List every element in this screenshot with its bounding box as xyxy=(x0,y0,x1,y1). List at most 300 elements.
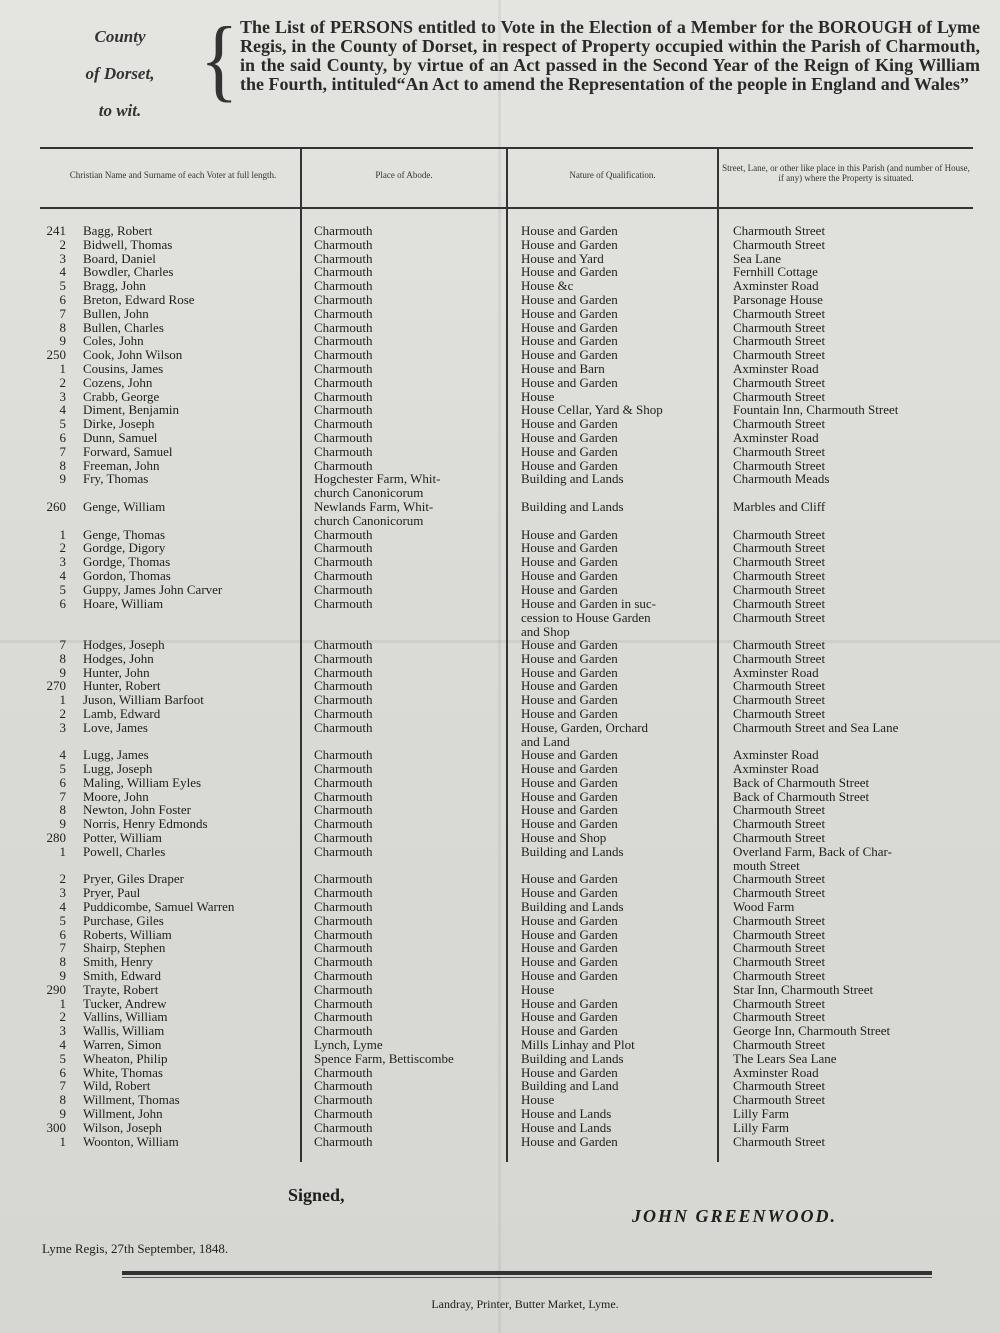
property-location: Back of Charmouth Street xyxy=(733,788,870,804)
voter-name: Dirke, Joseph xyxy=(83,416,155,432)
voter-number: 7 xyxy=(59,636,66,652)
voter-name: Freeman, John xyxy=(83,457,160,473)
table-row xyxy=(0,238,1000,252)
place-of-abode: Charmouth xyxy=(314,374,373,390)
table-row xyxy=(0,803,1000,817)
property-location: Lilly Farm xyxy=(733,1119,789,1135)
voter-name: Pryer, Giles Draper xyxy=(83,871,184,887)
place-of-abode: Charmouth xyxy=(314,402,373,418)
property-location: Charmouth Street Charmouth Street xyxy=(733,595,826,625)
voter-name: Pryer, Paul xyxy=(83,885,141,901)
qualification: Building and Lands xyxy=(521,498,624,514)
voter-name: Maling, William Eyles xyxy=(83,774,202,790)
column-header-abode: Place of Abode. xyxy=(375,170,433,180)
property-location: Axminster Road xyxy=(733,278,819,294)
voter-name: Love, James xyxy=(83,719,148,735)
place-of-abode: Newlands Farm, Whit- church Canonicorum xyxy=(314,498,434,528)
voter-number: 9 xyxy=(59,1106,66,1121)
voter-name: Lugg, Joseph xyxy=(83,761,153,777)
voter-name: Wilson, Joseph xyxy=(83,1119,162,1135)
place-of-abode: Charmouth xyxy=(314,636,373,652)
property-location: Axminster Road xyxy=(733,761,819,777)
qualification: House and Garden xyxy=(521,429,618,445)
property-location: Charmouth Street xyxy=(733,305,826,321)
voter-number: 2 xyxy=(59,871,66,887)
table-row xyxy=(0,1121,1000,1135)
place-of-abode: Charmouth xyxy=(314,1023,373,1039)
place-of-abode: Charmouth xyxy=(314,223,373,238)
qualification: House and Garden xyxy=(521,374,618,390)
place-of-abode: Charmouth xyxy=(314,595,373,611)
voter-number: 2 xyxy=(59,540,66,556)
place-of-abode: Charmouth xyxy=(314,802,373,818)
qualification: House and Barn xyxy=(521,360,605,376)
qualification: House and Garden xyxy=(521,305,618,321)
table-row xyxy=(0,224,1000,238)
table-row xyxy=(0,390,1000,404)
qualification: House and Shop xyxy=(521,830,607,846)
property-location: Charmouth Street xyxy=(733,871,826,887)
voter-number: 1 xyxy=(59,360,66,376)
qualification: House and Garden xyxy=(521,705,618,721)
place-of-abode: Spence Farm, Bettiscombe xyxy=(314,1050,454,1066)
qualification: Building and Lands xyxy=(521,1050,624,1066)
voter-number: 3 xyxy=(59,388,66,404)
property-location: Star Inn, Charmouth Street xyxy=(733,981,874,997)
voter-number: 8 xyxy=(59,457,66,473)
qualification: House and Garden xyxy=(521,1023,618,1039)
qualification: House and Lands xyxy=(521,1106,612,1121)
place-of-abode: Charmouth xyxy=(314,388,373,404)
voter-name: Newton, John Foster xyxy=(83,802,191,818)
voter-number: 5 xyxy=(59,761,66,777)
place-of-abode: Charmouth xyxy=(314,899,373,915)
county-line: of Dorset, xyxy=(85,64,155,83)
table-row xyxy=(0,293,1000,307)
voter-name: Willment, Thomas xyxy=(83,1092,180,1108)
qualification: House, Garden, Orchard and Land xyxy=(521,719,649,749)
property-location: Charmouth Street xyxy=(733,443,826,459)
property-location: Charmouth Street xyxy=(733,830,826,846)
place-of-abode: Charmouth xyxy=(314,705,373,721)
property-location: Charmouth Street and Sea Lane xyxy=(733,719,899,735)
property-location: Charmouth Street xyxy=(733,816,826,832)
qualification: House and Yard xyxy=(521,250,604,266)
place-of-abode: Charmouth xyxy=(314,526,373,542)
place-of-abode: Hogchester Farm, Whit- church Canonicorum xyxy=(314,471,441,501)
table-row xyxy=(0,597,1000,638)
footer-rule-thin xyxy=(122,1277,932,1278)
property-location: Charmouth Street xyxy=(733,1037,826,1053)
voter-number: 250 xyxy=(46,347,66,363)
voter-number: 6 xyxy=(59,291,66,307)
place-of-abode: Charmouth xyxy=(314,954,373,970)
property-location: Charmouth Street xyxy=(733,319,826,335)
voter-number: 3 xyxy=(59,554,66,570)
signer-name: JOHN GREENWOOD. xyxy=(632,1206,838,1226)
county-caption xyxy=(40,18,200,129)
voter-number: 9 xyxy=(59,816,66,832)
voter-number: 7 xyxy=(59,305,66,321)
county-line: County xyxy=(94,27,146,46)
voter-name: White, Thomas xyxy=(83,1064,163,1080)
property-location: Charmouth Street xyxy=(733,940,826,956)
voter-list xyxy=(0,224,1000,1148)
voter-name: Crabb, George xyxy=(83,388,160,404)
property-location: Charmouth Street xyxy=(733,650,826,666)
property-location: Marbles and Cliff xyxy=(733,498,826,514)
voter-name: Forward, Samuel xyxy=(83,443,173,459)
place-of-abode: Charmouth xyxy=(314,278,373,294)
voter-number: 4 xyxy=(59,1037,66,1053)
property-location: Charmouth Street xyxy=(733,1133,826,1149)
table-row xyxy=(0,790,1000,804)
table-row xyxy=(0,583,1000,597)
property-location: The Lears Sea Lane xyxy=(733,1050,837,1066)
property-location: Charmouth Street xyxy=(733,223,826,238)
voter-number: 7 xyxy=(59,788,66,804)
qualification: House and Garden xyxy=(521,1064,618,1080)
qualification: House and Garden xyxy=(521,554,618,570)
property-location: Axminster Road xyxy=(733,429,819,445)
qualification: Mills Linhay and Plot xyxy=(521,1037,635,1053)
qualification: Building and Lands xyxy=(521,471,624,487)
document-title: The List of PERSONS entitled to Vote in the Election of a Member for the BOROUGH of Lyme Regis, in the County of Dorset, in respect of Property occupied within the Parish of Charmouth, in the said County, by virtue of an Act passed in the Second Year of the Reign of King William the Fourth, intituled“An Act to amend the Representation of the people in England and Wales” xyxy=(240,17,980,94)
voter-number: 7 xyxy=(59,940,66,956)
property-location: Charmouth Street xyxy=(733,678,826,694)
qualification: Building and Lands xyxy=(521,899,624,915)
qualification: House and Garden xyxy=(521,816,618,832)
qualification: House and Lands xyxy=(521,1119,612,1135)
qualification: Building and Land xyxy=(521,1078,619,1094)
property-location: Charmouth Street xyxy=(733,416,826,432)
place-of-abode: Charmouth xyxy=(314,1092,373,1108)
voter-name: Guppy, James John Carver xyxy=(83,581,223,597)
property-location: Charmouth Street xyxy=(733,526,826,542)
table-row xyxy=(0,348,1000,362)
place-of-abode: Charmouth xyxy=(314,457,373,473)
voter-number: 6 xyxy=(59,429,66,445)
voter-name: Moore, John xyxy=(83,788,149,804)
place-of-abode: Charmouth xyxy=(314,1009,373,1025)
table-row xyxy=(0,1010,1000,1024)
voter-name: Purchase, Giles xyxy=(83,912,164,928)
property-location: Charmouth Street xyxy=(733,333,826,349)
table-row xyxy=(0,638,1000,652)
qualification: House and Garden xyxy=(521,540,618,556)
voter-name: Diment, Benjamin xyxy=(83,402,180,418)
voter-name: Wheaton, Philip xyxy=(83,1050,168,1066)
table-row xyxy=(0,1038,1000,1052)
voter-name: Cousins, James xyxy=(83,360,164,376)
footer-rule xyxy=(122,1271,932,1275)
qualification: House xyxy=(521,388,555,404)
voter-number: 260 xyxy=(46,498,66,514)
place-of-abode: Charmouth xyxy=(314,761,373,777)
property-location: Charmouth Street xyxy=(733,705,826,721)
voter-name: Gordon, Thomas xyxy=(83,567,171,583)
voter-name: Juson, William Barfoot xyxy=(83,692,204,708)
table-row xyxy=(0,872,1000,886)
voter-name: Genge, William xyxy=(83,498,166,514)
table-row xyxy=(0,541,1000,555)
voter-name: Roberts, William xyxy=(83,926,172,942)
table-row xyxy=(0,652,1000,666)
qualification: House and Garden xyxy=(521,885,618,901)
property-location: Charmouth Street xyxy=(733,457,826,473)
voter-number: 6 xyxy=(59,774,66,790)
table-row xyxy=(0,445,1000,459)
place-of-abode: Charmouth xyxy=(314,664,373,680)
table-row xyxy=(0,776,1000,790)
property-location: Charmouth Street xyxy=(733,636,826,652)
place-of-abode: Charmouth xyxy=(314,871,373,887)
table-row xyxy=(0,334,1000,348)
voter-number: 6 xyxy=(59,595,66,611)
property-location: Fernhill Cottage xyxy=(733,264,818,280)
qualification: House xyxy=(521,981,555,997)
voter-number: 290 xyxy=(46,981,66,997)
property-location: Overland Farm, Back of Char- mouth Street xyxy=(733,843,892,873)
property-location: Charmouth Street xyxy=(733,968,826,984)
property-location: Charmouth Street xyxy=(733,912,826,928)
voter-name: Gordge, Digory xyxy=(83,540,166,556)
place-of-abode: Charmouth xyxy=(314,236,373,252)
place-of-abode: Charmouth xyxy=(314,264,373,280)
table-row xyxy=(0,431,1000,445)
voter-number: 5 xyxy=(59,581,66,597)
qualification: House and Garden xyxy=(521,940,618,956)
qualification: House and Garden xyxy=(521,347,618,363)
qualification: House and Garden xyxy=(521,664,618,680)
qualification: House and Garden xyxy=(521,264,618,280)
voter-name: Genge, Thomas xyxy=(83,526,166,542)
voter-name: Shairp, Stephen xyxy=(83,940,166,956)
place-of-abode: Charmouth xyxy=(314,926,373,942)
property-location: Charmouth Street xyxy=(733,347,826,363)
place-of-abode: Charmouth xyxy=(314,1064,373,1080)
table-row xyxy=(0,459,1000,473)
voter-number: 6 xyxy=(59,926,66,942)
table-row xyxy=(0,569,1000,583)
qualification: House xyxy=(521,1092,555,1108)
voter-number: 1 xyxy=(59,1133,66,1149)
property-location: Back of Charmouth Street xyxy=(733,774,870,790)
table-row xyxy=(0,721,1000,749)
voter-number: 9 xyxy=(59,968,66,984)
place-of-abode: Charmouth xyxy=(314,747,373,763)
place-of-abode: Charmouth xyxy=(314,540,373,556)
qualification: House and Garden xyxy=(521,581,618,597)
property-location: Charmouth Street xyxy=(733,1009,826,1025)
signed-label: Signed, xyxy=(288,1185,345,1205)
heading-brace-icon: { xyxy=(200,9,239,111)
voter-number: 3 xyxy=(59,1023,66,1039)
qualification: House and Garden xyxy=(521,236,618,252)
table-row xyxy=(0,1093,1000,1107)
property-location: Wood Farm xyxy=(733,899,795,915)
voter-number: 270 xyxy=(46,678,66,694)
qualification: House and Garden xyxy=(521,223,618,238)
table-row xyxy=(0,265,1000,279)
qualification: House and Garden xyxy=(521,968,618,984)
voter-number: 3 xyxy=(59,250,66,266)
qualification: House and Garden xyxy=(521,954,618,970)
property-location: Charmouth Street xyxy=(733,374,826,390)
qualification: House and Garden xyxy=(521,912,618,928)
place-of-abode: Charmouth xyxy=(314,319,373,335)
table-row xyxy=(0,417,1000,431)
qualification: House and Garden xyxy=(521,443,618,459)
table-row xyxy=(0,845,1000,873)
property-location: George Inn, Charmouth Street xyxy=(733,1023,891,1039)
voter-number: 8 xyxy=(59,954,66,970)
qualification: Building and Lands xyxy=(521,843,624,859)
voter-name: Trayte, Robert xyxy=(83,981,159,997)
table-row xyxy=(0,279,1000,293)
property-location: Sea Lane xyxy=(733,250,782,266)
property-location: Charmouth Street xyxy=(733,995,826,1011)
place-of-abode: Charmouth xyxy=(314,291,373,307)
qualification: House and Garden xyxy=(521,788,618,804)
voter-name: Bullen, John xyxy=(83,305,149,321)
qualification: House and Garden xyxy=(521,567,618,583)
voter-number: 5 xyxy=(59,278,66,294)
qualification: House and Garden xyxy=(521,457,618,473)
column-header-qualification: Nature of Qualification. xyxy=(569,170,656,180)
voter-name: Bullen, Charles xyxy=(83,319,164,335)
voter-name: Bidwell, Thomas xyxy=(83,236,173,252)
property-location: Charmouth Street xyxy=(733,554,826,570)
voter-number: 1 xyxy=(59,995,66,1011)
place-of-abode: Charmouth xyxy=(314,360,373,376)
table-row xyxy=(0,1079,1000,1093)
place-of-abode: Charmouth xyxy=(314,1078,373,1094)
voter-number: 1 xyxy=(59,526,66,542)
voter-number: 2 xyxy=(59,705,66,721)
place-of-abode: Charmouth xyxy=(314,830,373,846)
qualification: House and Garden xyxy=(521,1133,618,1149)
date-line: Lyme Regis, 27th September, 1848. xyxy=(42,1241,229,1256)
property-location: Charmouth Meads xyxy=(733,471,830,487)
qualification: House and Garden xyxy=(521,636,618,652)
table-row xyxy=(0,900,1000,914)
voter-name: Wallis, William xyxy=(83,1023,165,1039)
qualification: House and Garden in suc- cession to House Garden and Shop xyxy=(521,595,657,639)
place-of-abode: Charmouth xyxy=(314,554,373,570)
voter-number: 9 xyxy=(59,471,66,487)
place-of-abode: Charmouth xyxy=(314,1133,373,1149)
table-row xyxy=(0,321,1000,335)
voter-name: Fry, Thomas xyxy=(83,471,149,487)
qualification: House and Garden xyxy=(521,416,618,432)
table-row xyxy=(0,679,1000,693)
voter-number: 9 xyxy=(59,664,66,680)
table-row xyxy=(0,762,1000,776)
voter-name: Willment, John xyxy=(83,1106,163,1121)
qualification: House and Garden xyxy=(521,871,618,887)
place-of-abode: Charmouth xyxy=(314,250,373,266)
place-of-abode: Charmouth xyxy=(314,692,373,708)
voter-number: 9 xyxy=(59,333,66,349)
table-row xyxy=(0,817,1000,831)
qualification: House and Garden xyxy=(521,747,618,763)
voter-name: Powell, Charles xyxy=(83,843,166,859)
column-header-voter: Christian Name and Surname of each Voter at full length. xyxy=(69,170,277,180)
table-row xyxy=(0,307,1000,321)
voter-number: 1 xyxy=(59,692,66,708)
voter-name: Board, Daniel xyxy=(83,250,156,266)
property-location: Axminster Road xyxy=(733,1064,819,1080)
voter-name: Smith, Edward xyxy=(83,968,161,984)
voter-name: Puddicombe, Samuel Warren xyxy=(83,899,235,915)
voter-name: Smith, Henry xyxy=(83,954,154,970)
voter-name: Coles, John xyxy=(83,333,144,349)
voter-number: 2 xyxy=(59,236,66,252)
voter-number: 4 xyxy=(59,567,66,583)
voter-name: Bagg, Robert xyxy=(83,223,153,238)
table-row xyxy=(0,969,1000,983)
qualification: House and Garden xyxy=(521,291,618,307)
property-location: Charmouth Street xyxy=(733,885,826,901)
table-row xyxy=(0,997,1000,1011)
voter-name: Cozens, John xyxy=(83,374,153,390)
voter-name: Woonton, William xyxy=(83,1133,179,1149)
table-row xyxy=(0,528,1000,542)
table-row xyxy=(0,666,1000,680)
voter-name: Breton, Edward Rose xyxy=(83,291,195,307)
table-row xyxy=(0,914,1000,928)
table-row xyxy=(0,555,1000,569)
place-of-abode: Charmouth xyxy=(314,940,373,956)
table-row xyxy=(0,1052,1000,1066)
voter-name: Vallins, William xyxy=(83,1009,168,1025)
place-of-abode: Charmouth xyxy=(314,305,373,321)
place-of-abode: Charmouth xyxy=(314,995,373,1011)
qualification: House and Garden xyxy=(521,761,618,777)
table-row xyxy=(0,983,1000,997)
voter-name: Hoare, William xyxy=(83,595,164,611)
voter-number: 3 xyxy=(59,885,66,901)
qualification: House and Garden xyxy=(521,995,618,1011)
voter-number: 7 xyxy=(59,1078,66,1094)
voter-number: 8 xyxy=(59,650,66,666)
qualification: House and Garden xyxy=(521,774,618,790)
voter-number: 1 xyxy=(59,843,66,859)
voter-number: 4 xyxy=(59,402,66,418)
place-of-abode: Charmouth xyxy=(314,885,373,901)
qualification: House and Garden xyxy=(521,1009,618,1025)
voter-name: Hunter, Robert xyxy=(83,678,161,694)
voter-number: 4 xyxy=(59,264,66,280)
property-location: Parsonage House xyxy=(733,291,823,307)
place-of-abode: Lynch, Lyme xyxy=(314,1037,383,1053)
voter-name: Lugg, James xyxy=(83,747,149,763)
table-row xyxy=(0,500,1000,528)
place-of-abode: Charmouth xyxy=(314,719,373,735)
qualification: House and Garden xyxy=(521,526,618,542)
place-of-abode: Charmouth xyxy=(314,843,373,859)
qualification: House Cellar, Yard & Shop xyxy=(521,402,663,418)
table-row xyxy=(0,403,1000,417)
voter-name: Hunter, John xyxy=(83,664,150,680)
table-row xyxy=(0,472,1000,500)
voter-name: Wild, Robert xyxy=(83,1078,151,1094)
property-location: Charmouth Street xyxy=(733,236,826,252)
voter-name: Hodges, John xyxy=(83,650,154,666)
table-row xyxy=(0,831,1000,845)
table-row xyxy=(0,886,1000,900)
